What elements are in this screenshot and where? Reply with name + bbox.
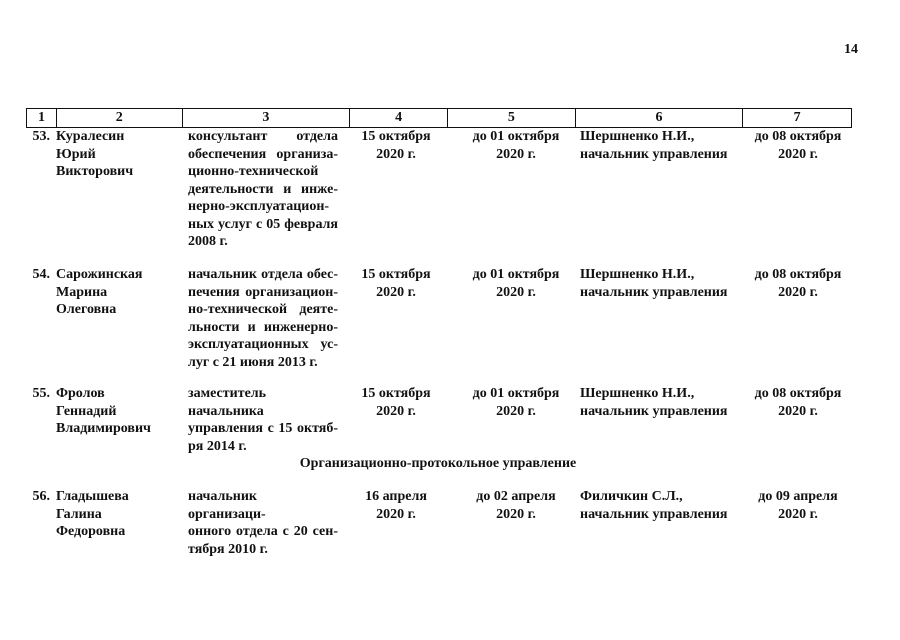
header-col-7: 7 [793,110,801,125]
date-until-line: до 01 октября [472,129,560,144]
name-line: Геннадий [56,403,117,419]
date-until-line: 2020 г. [496,284,536,300]
header-col-4: 4 [350,109,448,127]
date-until [448,128,574,251]
name-line: Фролов [56,386,105,401]
table-header-row [26,108,852,128]
responsible-person [574,488,744,558]
date-final [744,266,852,371]
name-line: Сарожинская [56,267,143,282]
employee-name [56,488,182,558]
responsible-line: начальник управления [580,146,728,162]
header-col-6: 6 [576,109,744,127]
date-until [448,385,574,455]
header-col-5: 5 [448,109,576,127]
row-number: 54. [32,267,50,282]
date-final-line: до 08 октября [754,386,842,401]
position-line: ционно-технической [188,164,319,179]
date-start-line: 15 октября [361,267,431,282]
date-until-line: до 01 октября [472,267,560,282]
name-line: Куралесин [56,129,125,144]
date-final-line: 2020 г. [778,284,818,300]
employee-position [182,385,344,455]
name-line: Олеговна [56,302,117,317]
responsible-line: Филичкин С.Л., [580,489,683,504]
responsible-line: начальник управления [580,506,728,522]
table-row [26,488,852,558]
table-row [26,266,852,371]
name-line: Федоровна [56,524,126,539]
position-line: луг с 21 июня 2013 г. [188,354,318,370]
responsible-person [574,266,744,371]
responsible-person [574,128,744,251]
table-row [26,128,852,251]
date-final-line: до 08 октября [754,129,842,144]
employee-name [56,385,182,455]
section-title: Организационно-протокольное управление [299,456,577,471]
row-number: 53. [32,129,50,144]
position-line: консультант отдела [188,129,338,144]
date-until-line: до 02 апреля [476,489,556,504]
employee-name [56,266,182,371]
position-line: деятельности и инже- [188,181,338,197]
position-line: льности и инженерно- [188,319,338,335]
employee-name [56,128,182,251]
date-final-line: 2020 г. [778,506,818,522]
position-line: управления с 15 октяб- [188,421,338,436]
date-start-line: 2020 г. [376,146,416,162]
date-until-line: 2020 г. [496,506,536,522]
header-col-1: 1 [27,109,57,127]
date-start-line: 2020 г. [376,506,416,522]
date-start-line: 2020 г. [376,403,416,419]
name-line: Гладышева [56,489,129,504]
date-start-line: 15 октября [361,129,431,144]
row-number: 55. [32,386,50,401]
employee-position [182,128,344,251]
row-number: 56. [32,489,50,504]
position-line: тября 2010 г. [188,541,268,557]
position-line: онного отдела с 20 сен- [188,524,338,539]
date-final-line: до 08 октября [754,267,842,282]
header-col-2: 2 [57,109,183,127]
date-start [344,385,448,455]
responsible-line: Шершненко Н.И., [580,267,695,282]
date-start-line: 2020 г. [376,284,416,300]
date-start [344,488,448,558]
position-line: но-технической деяте- [188,302,338,317]
responsible-person [574,385,744,455]
name-line: Марина [56,284,108,300]
date-start-line: 15 октября [361,386,431,401]
employee-position [182,488,344,558]
position-line: ря 2014 г. [188,438,247,454]
responsible-line: Шершненко Н.И., [580,386,695,401]
position-line: печения организацион- [188,284,338,300]
position-line: обеспечения организа- [188,146,338,162]
date-start [344,128,448,251]
name-line: Викторович [56,164,134,179]
date-final-line: до 09 апреля [758,489,838,504]
header-col-3: 3 [183,109,351,127]
date-final [744,128,852,251]
name-line: Юрий [56,146,96,162]
date-until-line: 2020 г. [496,146,536,162]
responsible-line: начальник управления [580,403,728,419]
position-line: эксплуатационных ус- [188,337,338,352]
date-final-line: 2020 г. [778,146,818,162]
date-until [448,266,574,371]
date-start-line: 16 апреля [365,489,427,504]
position-line: ных услуг с 05 февраля [188,216,338,232]
date-until-line: 2020 г. [496,403,536,419]
position-line: 2008 г. [188,234,228,249]
date-until-line: до 01 октября [472,386,560,401]
responsible-line: начальник управления [580,284,728,300]
date-final [744,488,852,558]
date-start [344,266,448,371]
position-line: нерно-эксплуатацион- [188,199,330,214]
date-until [448,488,574,558]
name-line: Владимирович [56,421,151,436]
table-row [26,385,852,455]
responsible-line: Шершненко Н.И., [580,129,695,144]
date-final [744,385,852,455]
position-line: начальник отдела обес- [188,267,338,282]
name-line: Галина [56,506,102,522]
page-number: 14 [844,42,858,57]
employee-position [182,266,344,371]
position-line: начальник организаци- [188,489,266,522]
date-final-line: 2020 г. [778,403,818,419]
position-line: заместитель начальника [188,386,267,419]
